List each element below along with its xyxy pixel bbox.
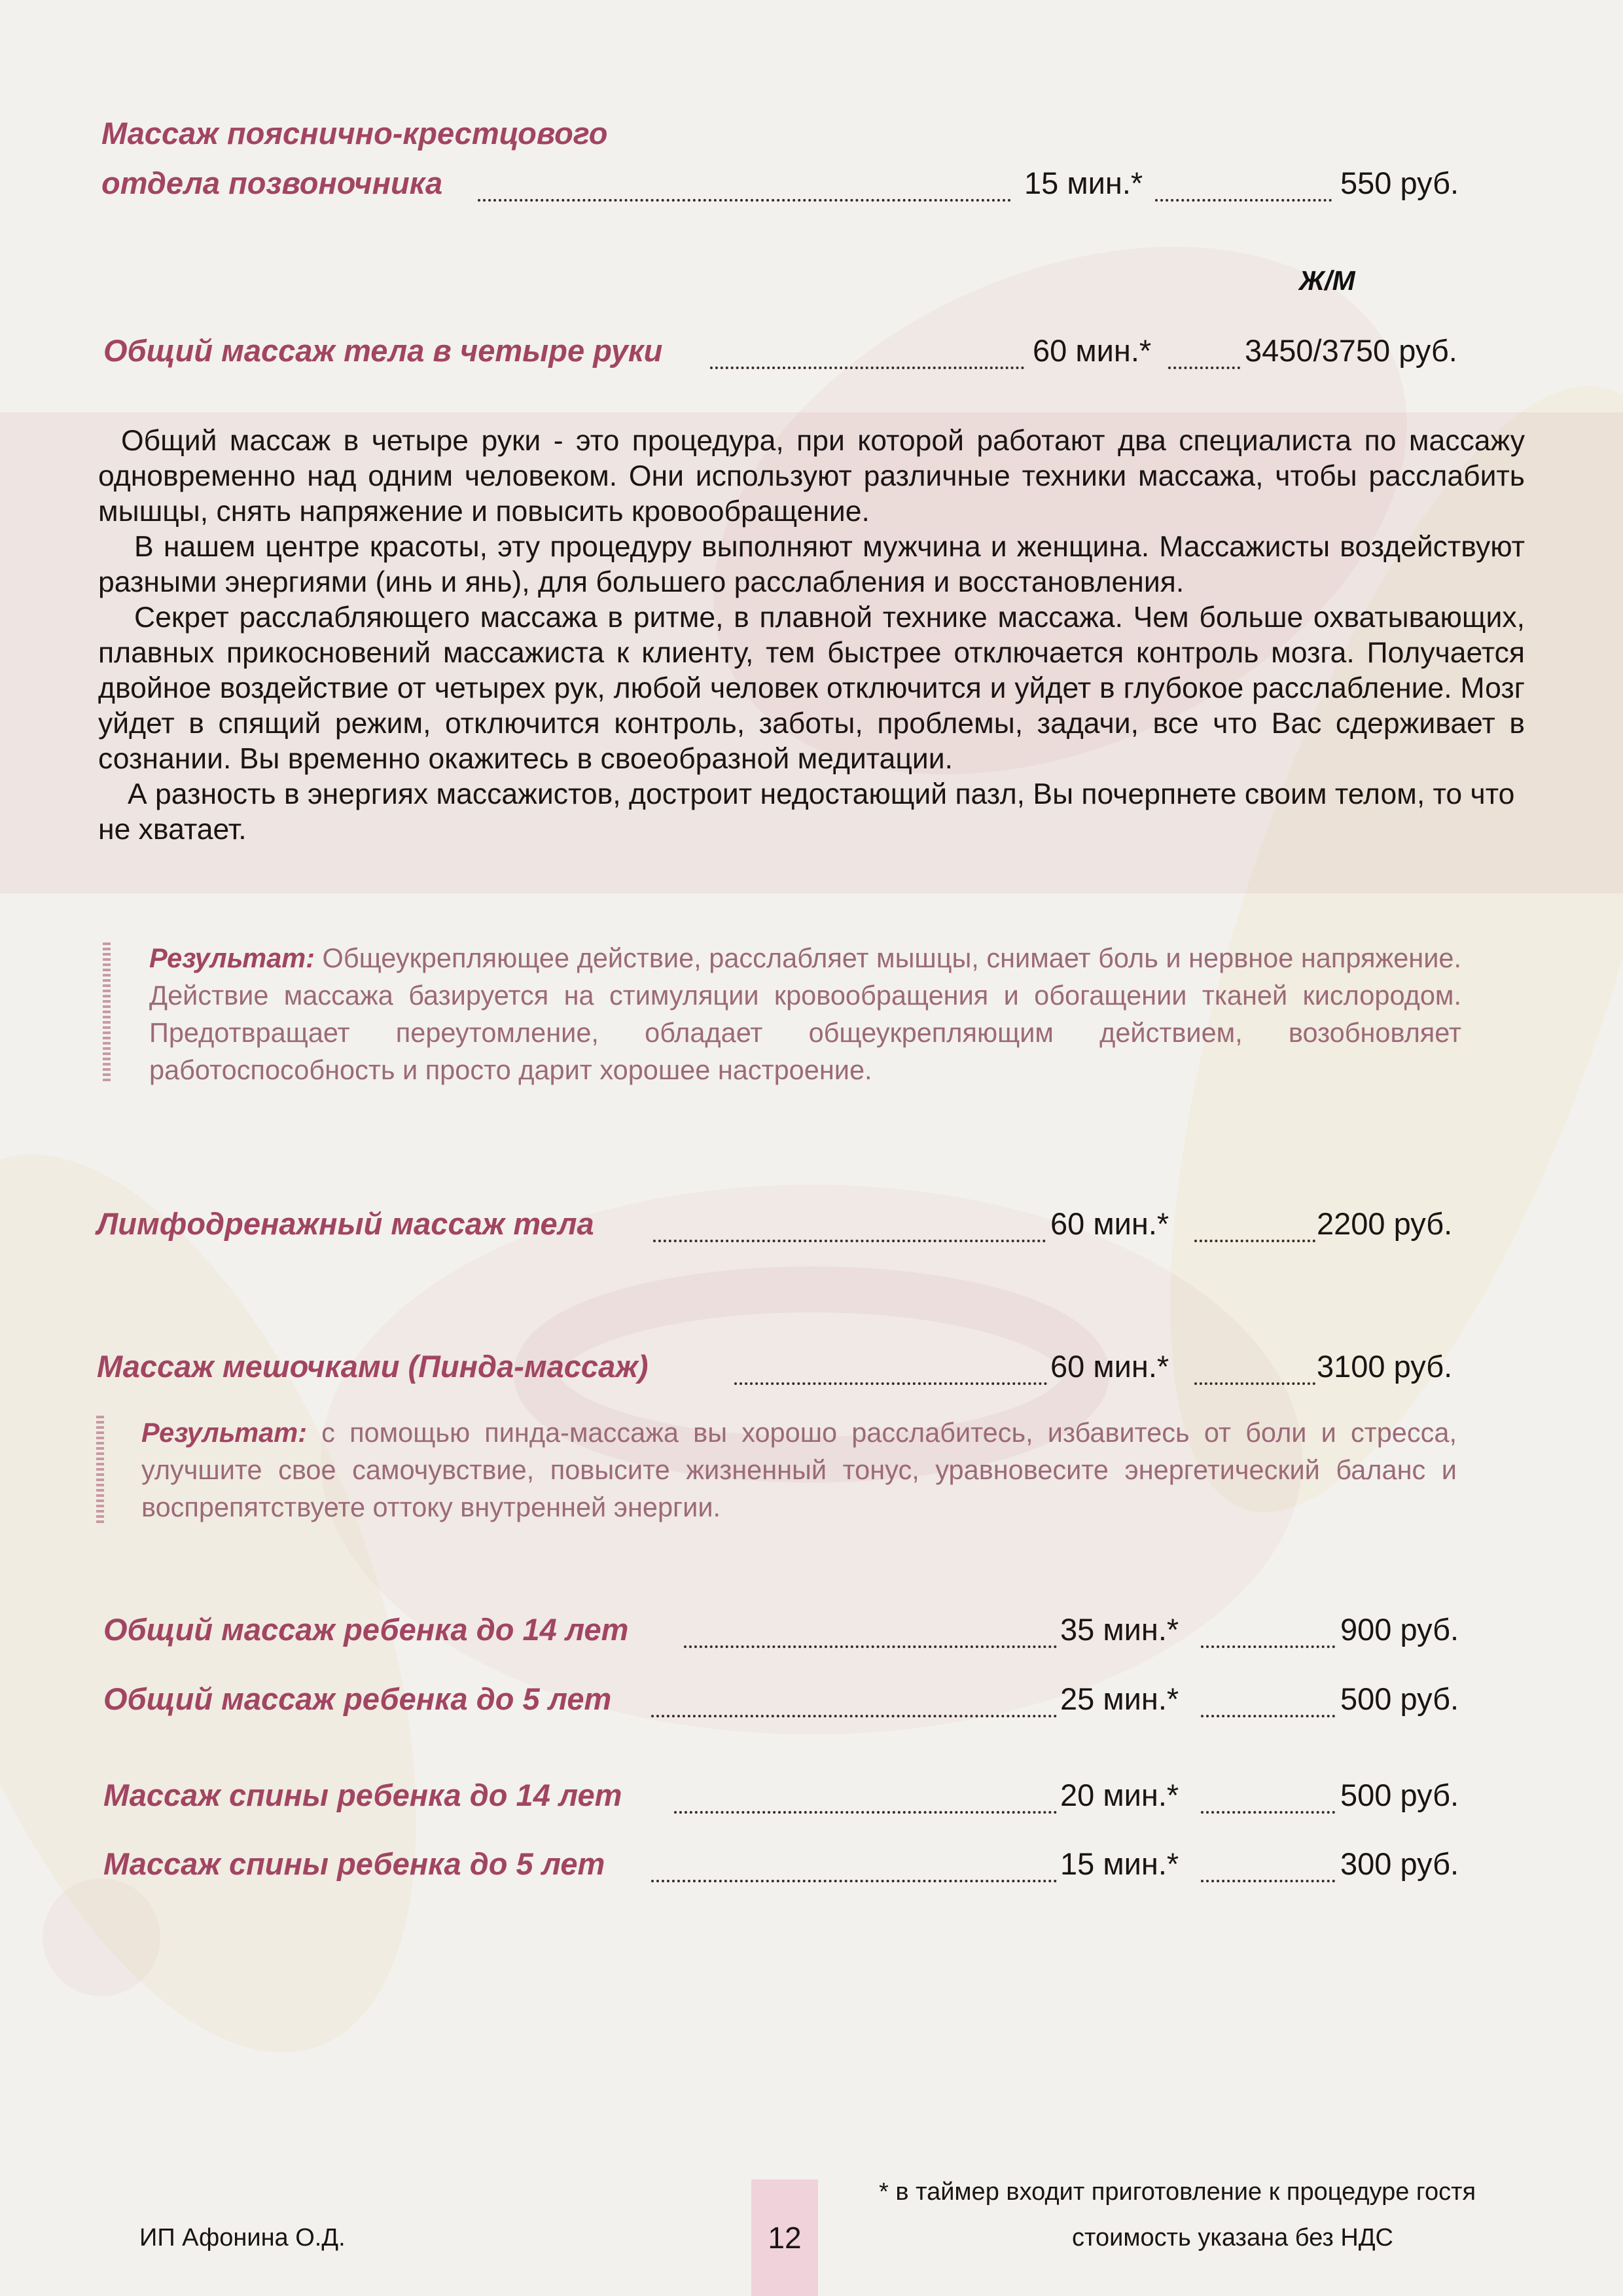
decor-dot: [43, 1878, 160, 1996]
dot-leader: [651, 1712, 1057, 1717]
result-text: с помощью пинда-массажа вы хорошо расслабитесь, избавитесь от боли и стресса, улучшите свое самочувствие, повысите жизненный тонус, уравновесите энергетический баланс и воспрепятствуете оттоку внутренней энергии.: [141, 1417, 1457, 1522]
service-title-lymph: Лимфодренажный массаж тела: [97, 1206, 594, 1241]
vat-note: стоимость указана без НДС: [1072, 2224, 1393, 2251]
service-duration: 60 мин.*: [1050, 1206, 1169, 1241]
service-price: 500 руб.: [1340, 1778, 1459, 1812]
dot-leader: [653, 1237, 1046, 1242]
dot-leader: [1201, 1877, 1335, 1882]
service-title-child-back-5: Массаж спины ребенка до 5 лет: [103, 1846, 605, 1881]
service-price: 3450/3750 руб.: [1245, 333, 1457, 368]
description-paragraph: Секрет расслабляющего массажа в ритме, в плавной технике массажа. Чем больше охватывающих, плавных прикосновений массажиста к клиенту, тем быстрее отключается контроль мозга. Получается двойное воздействие от четырех рук, любой человек отключится и уйдет в глубокое расслабление. Мозг уйдет в спящий режим, отключится контроль, заботы, проблемы, задачи, все что Вас сдерживает в сознании. Вы временно окажитесь в своеобразной медитации.: [98, 601, 1525, 775]
description-paragraph: В нашем центре красоты, эту процедуру выполняют мужчина и женщина. Массажисты воздействуют разными энергиями (инь и янь), для большего расслабления и восстановления.: [98, 531, 1525, 598]
service-duration: 20 мин.*: [1060, 1778, 1179, 1812]
service-price: 550 руб.: [1340, 166, 1459, 200]
gender-label: Ж/М: [1299, 265, 1355, 296]
service-title-child-general-5: Общий массаж ребенка до 5 лет: [103, 1681, 612, 1716]
dot-leader: [651, 1877, 1057, 1882]
description-paragraph: Общий массаж в четыре руки - это процедура, при которой работают два специалиста по массажу одновременно над одним человеком. Они используют различные техники массажа, чтобы расслабить мышцы, снять напряжение и повысить кровообращение.: [98, 425, 1525, 528]
service-duration: 35 мин.*: [1060, 1612, 1179, 1647]
result-block-pinda: [141, 1414, 1457, 1526]
dot-leader: [710, 364, 1024, 369]
dot-leader: [1201, 1808, 1335, 1814]
four-hands-description: [98, 423, 1525, 848]
description-paragraph: А разность в энергиях массажистов, достроит недостающий пазл, Вы почерпнете своим телом, то что не хватает.: [98, 778, 1515, 846]
service-duration: 15 мин.*: [1024, 166, 1143, 200]
dot-leader: [1155, 196, 1332, 202]
service-duration: 25 мин.*: [1060, 1681, 1179, 1716]
service-price: 300 руб.: [1340, 1846, 1459, 1881]
service-price: 2200 руб.: [1317, 1206, 1453, 1241]
service-title-child-back-14: Массаж спины ребенка до 14 лет: [103, 1778, 622, 1812]
service-duration: 60 мин.*: [1050, 1349, 1169, 1384]
dot-leader: [1168, 364, 1240, 369]
result-accent-bar: [103, 942, 111, 1083]
service-price: 900 руб.: [1340, 1612, 1459, 1647]
dot-leader: [1201, 1643, 1335, 1648]
result-accent-bar: [96, 1416, 104, 1524]
dot-leader: [1194, 1237, 1315, 1242]
result-label: Результат:: [141, 1417, 308, 1448]
dot-leader: [674, 1808, 1057, 1814]
service-price: 500 руб.: [1340, 1681, 1459, 1716]
dot-leader: [1201, 1712, 1335, 1717]
page-number: 12: [768, 2221, 802, 2255]
service-price: 3100 руб.: [1317, 1349, 1453, 1384]
result-text: Общеукрепляющее действие, расслабляет мышцы, снимает боль и нервное напряжение. Действие массажа базируется на стимуляции кровообращения и обогащении тканей кислородом. Предотвращает переутомление, обладает общеукрепляющим действием, возобновляет работоспособность и просто дарит хорошее настроение.: [149, 942, 1461, 1085]
service-title-pinda: Массаж мешочками (Пинда-массаж): [97, 1349, 649, 1384]
service-title-lumbar-line1: Массаж пояснично-крестцового: [101, 116, 608, 151]
service-title-lumbar-line2: отдела позвоночника: [101, 166, 443, 200]
dot-leader: [684, 1643, 1057, 1648]
result-block-four-hands: [149, 939, 1461, 1088]
service-title-four-hands: Общий массаж тела в четыре руки: [103, 333, 663, 368]
result-label: Результат:: [149, 942, 315, 973]
dot-leader: [1194, 1380, 1315, 1385]
timer-note: * в таймер входит приготовление к процедуре гостя: [879, 2178, 1476, 2206]
service-duration: 15 мин.*: [1060, 1846, 1179, 1881]
service-title-child-general-14: Общий массаж ребенка до 14 лет: [103, 1612, 629, 1647]
service-duration: 60 мин.*: [1033, 333, 1152, 368]
dot-leader: [734, 1380, 1047, 1385]
dot-leader: [478, 196, 1011, 202]
company-name: ИП Афонина О.Д.: [139, 2224, 346, 2251]
